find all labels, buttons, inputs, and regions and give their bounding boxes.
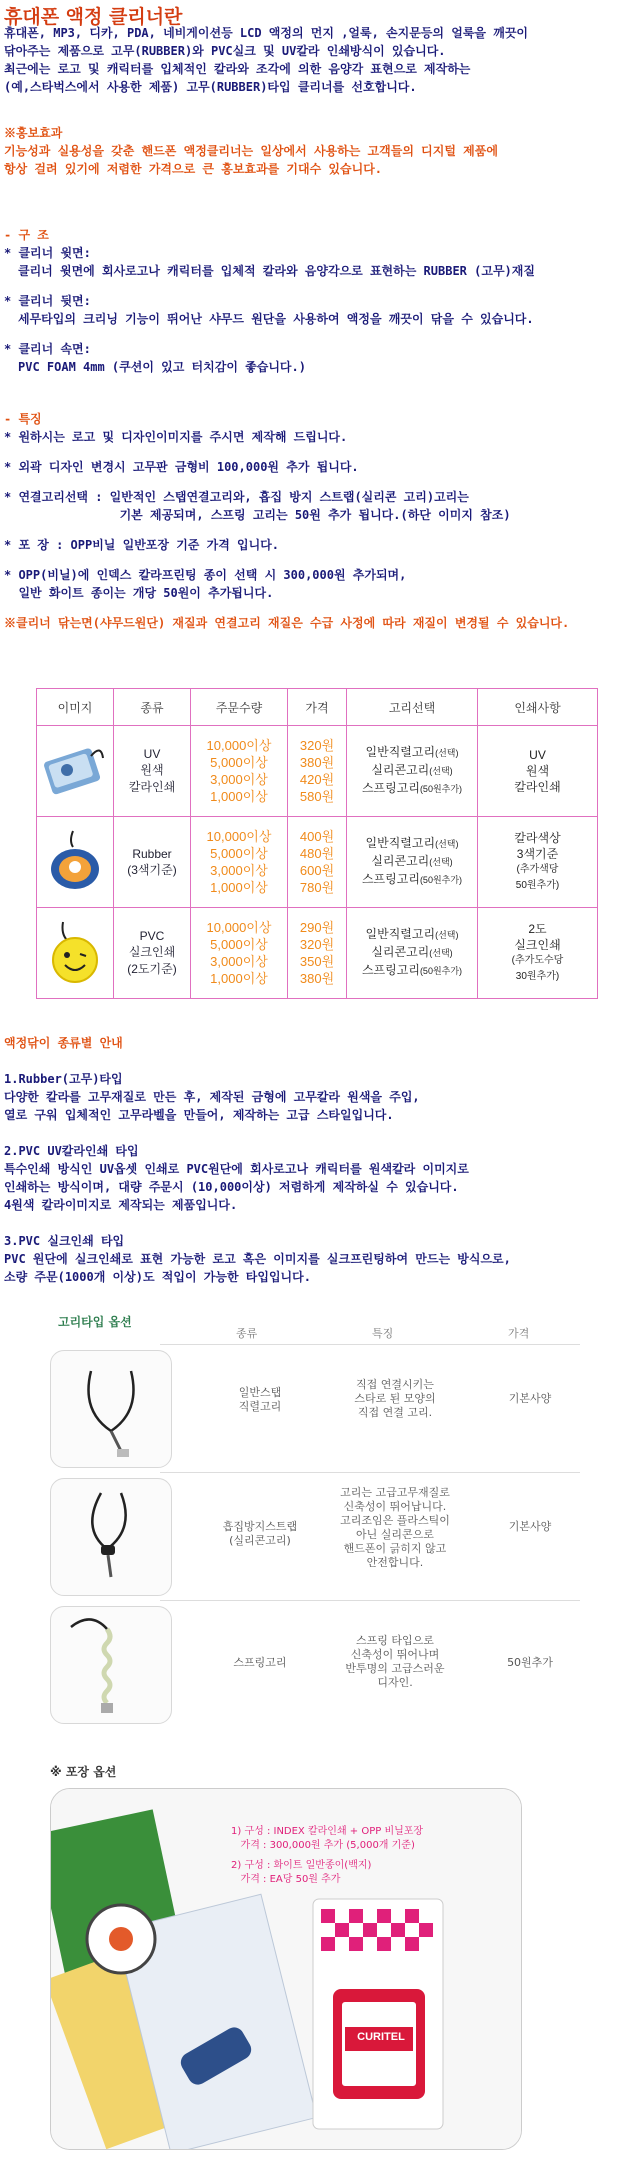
print-line: 3색기준: [516, 847, 559, 861]
ring-option-row: [50, 1478, 590, 1600]
structure-item-title: * 클리너 윗면:: [4, 246, 91, 260]
packaging-box: [50, 1788, 522, 2150]
feature-line: * 원하시는 로고 및 디자인이미지를 주시면 제작해 드립니다.: [4, 430, 348, 444]
ring-note: (선택): [435, 930, 459, 940]
intro-line: (예,스타벅스에서 사용한 제품) 고무(RUBBER)타입 클리너를 선호합니다.: [4, 80, 417, 94]
price-cell: [288, 817, 347, 908]
packaging-note: 1) 구성 : INDEX 칼라인쇄 + OPP 비닐포장: [231, 1826, 424, 1837]
price-value: 400원: [299, 829, 335, 844]
print-note: (추가도수당: [511, 955, 564, 966]
packaging-note: 가격 : EA당 50원 추가: [231, 1874, 341, 1885]
intro-line: 닦아주는 제품으로 고무(RUBBER)와 PVC실크 및 UV칼라 인쇄방식이 있습니다.: [4, 44, 446, 58]
ring-col-price: 가격: [508, 1327, 530, 1340]
ring-feature-line: 직접 연결 고리.: [357, 1406, 433, 1419]
ring-kind-line: 직렬고리: [238, 1400, 282, 1413]
price-value: 320원: [299, 738, 335, 753]
print-cell: [478, 817, 598, 908]
column-header: 주문수량: [191, 689, 288, 726]
print-line: 실크인쇄: [514, 938, 561, 952]
ring-feature-line: 스타로 된 모양의: [354, 1392, 436, 1405]
type-line: 인쇄하는 방식이며, 대량 주문시 (10,000이상) 저렴하게 제작하실 수 있습니다.: [4, 1180, 459, 1194]
divider: [160, 1344, 580, 1345]
qty-value: 1,000이상: [210, 880, 268, 895]
price-value: 290원: [299, 920, 335, 935]
feature-line: * 외곽 디자인 변경시 고무판 금형비 100,000원 추가 됩니다.: [4, 460, 359, 474]
type-line: PVC: [139, 929, 165, 943]
ring-note: (50원추가): [419, 784, 463, 794]
ring-feature-line: 디자인.: [377, 1676, 413, 1689]
structure-item-title: * 클리너 속면:: [4, 342, 91, 356]
intro-paragraph: [4, 24, 622, 96]
ring-cell: [347, 817, 478, 908]
price-value: 380원: [299, 755, 335, 770]
quantity-cell: [191, 908, 288, 999]
type-title: 3.PVC 실크인쇄 타입: [4, 1234, 125, 1248]
type-title: 2.PVC UV칼라인쇄 타입: [4, 1144, 139, 1158]
types-section: [4, 1034, 622, 1286]
ring-name: 스프링고리: [361, 781, 420, 795]
qty-value: 5,000이상: [210, 755, 268, 770]
structure-section: [4, 226, 622, 376]
product-image-cell: [37, 726, 114, 817]
divider: [160, 1600, 580, 1601]
qty-value: 10,000이상: [206, 738, 272, 753]
ring-feature-line: 반투명의 고급스러운: [345, 1662, 445, 1675]
print-note: (추가색당: [516, 864, 559, 875]
intro-line: 최근에는 로고 및 캐릭터를 입체적인 칼라와 조각에 의한 음양각 표현으로 제작하는: [4, 62, 471, 76]
ring-kind-line: 일반스탭: [238, 1386, 282, 1399]
ring-name: 일반직렬고리: [365, 836, 436, 850]
type-line: (3색기준): [127, 862, 177, 877]
price-table: [36, 688, 598, 999]
quantity-cell: [191, 726, 288, 817]
card-brand-label: CURITEL: [357, 2031, 405, 2043]
print-line: 칼라인쇄: [514, 780, 561, 794]
ring-name: 일반직렬고리: [365, 927, 436, 941]
product-type-cell: [114, 726, 191, 817]
price-value: 380원: [299, 971, 335, 986]
packaging-note: 2) 구성 : 화이트 일반종이(백지): [231, 1860, 372, 1871]
column-header: 종류: [114, 689, 191, 726]
ring-kind: [220, 1656, 300, 1670]
ring-kind-line: 흡집방지스트랩: [222, 1520, 298, 1533]
print-line: 칼라색상: [514, 831, 561, 845]
feature-line: * OPP(비닐)에 인덱스 칼라프린팅 종이 선택 시 300,000원 추가되며,: [4, 568, 407, 582]
features-heading: - 특징: [4, 412, 42, 426]
ring-col-feature: 특징: [372, 1327, 394, 1340]
qty-value: 3,000이상: [210, 863, 268, 878]
divider: [160, 1472, 580, 1473]
feature-line: 일반 화이트 종이는 개당 50원이 추가됩니다.: [4, 586, 274, 600]
product-image-cell: [37, 817, 114, 908]
ring-kind: [220, 1386, 300, 1414]
table-header-row: [37, 689, 598, 726]
ring-kind-line: (실리콘고리): [229, 1534, 291, 1547]
features-notice: ※클리너 닦는면(샤무드원단) 재질과 연결고리 재질은 수급 사정에 따라 재질이 변경될 수 있습니다.: [4, 616, 570, 630]
ring-name: 일반직렬고리: [365, 745, 436, 759]
type-line: 소량 주문(1000개 이상)도 적입이 가능한 타입입니다.: [4, 1270, 311, 1284]
promo-heading: ※홍보효과: [4, 126, 63, 140]
ring-note: (선택): [429, 857, 453, 867]
price-cell: [288, 726, 347, 817]
price-value: 420원: [299, 772, 335, 787]
print-line: UV: [529, 748, 546, 762]
ring-option-row: [50, 1606, 590, 1728]
ring-feature: [330, 1486, 460, 1570]
price-value: 350원: [299, 954, 335, 969]
ring-feature: [330, 1378, 460, 1420]
ring-name: 실리콘고리: [371, 763, 430, 777]
product-type-cell: [114, 817, 191, 908]
ring-price: 50원추가: [507, 1656, 553, 1669]
feature-line: * 포 장 : OPP비닐 일반포장 기준 가격 입니다.: [4, 538, 280, 552]
qty-value: 10,000이상: [206, 920, 272, 935]
ring-kind-line: 스프링고리: [233, 1656, 287, 1669]
structure-item-desc: 클리너 윗면에 회사로고나 캐릭터를 입체적 칼라와 음양각으로 표현하는 RUBBER (고무)재질: [18, 264, 535, 278]
ring-note: (선택): [435, 748, 459, 758]
ring-price: 기본사양: [508, 1392, 552, 1405]
type-title: 1.Rubber(고무)타입: [4, 1072, 123, 1086]
ring-feature-line: 고리조임은 플라스틱이: [340, 1514, 450, 1527]
type-line: PVC 원단에 실크인쇄로 표현 가능한 로고 혹은 이미지를 실크프린팅하여 만드는 방식으로,: [4, 1252, 511, 1266]
ring-note: (선택): [429, 948, 453, 958]
promo-line: 기능성과 실용성을 갖춘 핸드폰 액정클리너는 일상에서 사용하는 고객들의 디지털 제품에: [4, 144, 498, 158]
product-type-cell: [114, 908, 191, 999]
spring-ring-image: [50, 1606, 172, 1724]
price-value: 580원: [299, 789, 335, 804]
uv-cleaner-image: [43, 738, 107, 804]
ring-name: 실리콘고리: [371, 854, 430, 868]
table-row: [37, 817, 598, 908]
structure-heading: - 구 조: [4, 228, 49, 242]
intro-line: 휴대폰, MP3, 디카, PDA, 네비게이션등 LCD 액정의 먼지 ,얼룩, 손지문등의 얼룩을 깨끗이: [4, 26, 529, 40]
silicone-ring-image: [50, 1478, 172, 1596]
ring-kind: [210, 1520, 310, 1548]
ring-feature-line: 직접 연결시키는: [356, 1378, 434, 1391]
feature-line: 기본 제공되며, 스프링 고리는 50원 추가 됩니다.(하단 이미지 참조): [4, 508, 511, 522]
ring-feature-line: 고리는 고급고무재질로: [340, 1486, 450, 1499]
table-row: [37, 726, 598, 817]
ring-feature-line: 신축성이 뛰어나며: [350, 1648, 440, 1661]
ring-feature-line: 스프링 타입으로: [356, 1634, 434, 1647]
type-line: Rubber: [132, 846, 172, 861]
quantity-cell: [191, 817, 288, 908]
structure-item-desc: 세무타입의 크리닝 기능이 뛰어난 샤무드 원단을 사용하여 액정을 깨끗이 닦을 수 있습니다.: [18, 312, 534, 326]
print-note: 50원추가): [515, 880, 560, 891]
packaging-title: ※ 포장 옵션: [50, 1765, 117, 1779]
ring-cell: [347, 908, 478, 999]
ring-feature: [330, 1634, 460, 1690]
column-header: 가격: [288, 689, 347, 726]
qty-value: 10,000이상: [206, 829, 272, 844]
promo-section: [4, 124, 622, 178]
ring-note: (선택): [429, 766, 453, 776]
print-line: 2도: [528, 922, 547, 936]
ring-feature-line: 아닌 실리콘으로: [356, 1528, 434, 1541]
table-row: [37, 908, 598, 999]
ring-options-title: 고리타입 옵션: [58, 1315, 132, 1329]
price-value: 780원: [299, 880, 335, 895]
ring-option-row: [50, 1350, 590, 1472]
column-header: 이미지: [37, 689, 114, 726]
type-line: 다양한 칼라를 고무재질로 만든 후, 제작된 금형에 고무칼라 원색을 주입,: [4, 1090, 420, 1104]
structure-item-title: * 클리너 뒷면:: [4, 294, 91, 308]
ring-name: 스프링고리: [361, 963, 420, 977]
ring-feature-line: 안전합니다.: [366, 1556, 424, 1569]
promo-line: 항상 걸려 있기에 저렴한 가격으로 큰 홍보효과를 기대수 있습니다.: [4, 162, 383, 176]
ring-col-kind: 종류: [236, 1327, 258, 1340]
ring-price: 기본사양: [508, 1520, 552, 1533]
print-note: 30원추가): [515, 971, 560, 982]
type-line: 칼라인쇄: [128, 780, 176, 794]
packaging-note: 가격 : 300,000원 추가 (5,000개 기준): [231, 1840, 415, 1851]
feature-line: * 연결고리선택 : 일반적인 스탭연결고리와, 흡집 방지 스트랩(실리콘 고리)고리는: [4, 490, 469, 504]
ring-note: (50원추가): [419, 966, 463, 976]
type-line: 4원색 칼라이미지로 제작되는 제품입니다.: [4, 1198, 238, 1212]
type-line: UV: [143, 747, 161, 761]
price-value: 600원: [299, 863, 335, 878]
ring-name: 스프링고리: [361, 872, 420, 886]
features-section: [4, 410, 622, 632]
print-cell: [478, 726, 598, 817]
pvc-cleaner-image: [43, 920, 107, 986]
column-header: 고리선택: [347, 689, 478, 726]
ring-cell: [347, 726, 478, 817]
column-header: 인쇄사항: [478, 689, 598, 726]
type-line: (2도기준): [127, 962, 177, 976]
type-line: 실크인쇄: [128, 945, 176, 959]
qty-value: 1,000이상: [210, 971, 268, 986]
price-cell: [288, 908, 347, 999]
structure-item-desc: PVC FOAM 4mm (쿠션이 있고 터치감이 좋습니다.): [18, 360, 306, 374]
rubber-cleaner-image: [43, 829, 107, 895]
price-value: 320원: [299, 937, 335, 952]
ring-note: (선택): [435, 839, 459, 849]
type-line: 특수인쇄 방식인 UV옵셋 인쇄로 PVC원단에 회사로고나 캐릭터를 원색칼라 이미지로: [4, 1162, 469, 1176]
types-heading: 액정닦이 종류별 안내: [4, 1036, 123, 1050]
type-line: 열로 구워 입체적인 고무라벨을 만들어, 제작하는 고급 스타일입니다.: [4, 1108, 394, 1122]
ring-feature-line: 신축성이 뛰어납니다.: [343, 1500, 447, 1513]
print-cell: [478, 908, 598, 999]
type-line: 원색: [140, 763, 164, 777]
product-image-cell: [37, 908, 114, 999]
qty-value: 3,000이상: [210, 954, 268, 969]
strap-ring-image: [50, 1350, 172, 1468]
ring-name: 실리콘고리: [371, 945, 430, 959]
qty-value: 1,000이상: [210, 789, 268, 804]
price-value: 480원: [299, 846, 335, 861]
qty-value: 3,000이상: [210, 772, 268, 787]
print-line: 원색: [525, 764, 550, 778]
qty-value: 5,000이상: [210, 937, 268, 952]
ring-feature-line: 핸드폰이 긁히지 않고: [343, 1542, 447, 1555]
page-title: 휴대폰 액정 클리너란: [4, 6, 183, 28]
ring-note: (50원추가): [419, 875, 463, 885]
qty-value: 5,000이상: [210, 846, 268, 861]
